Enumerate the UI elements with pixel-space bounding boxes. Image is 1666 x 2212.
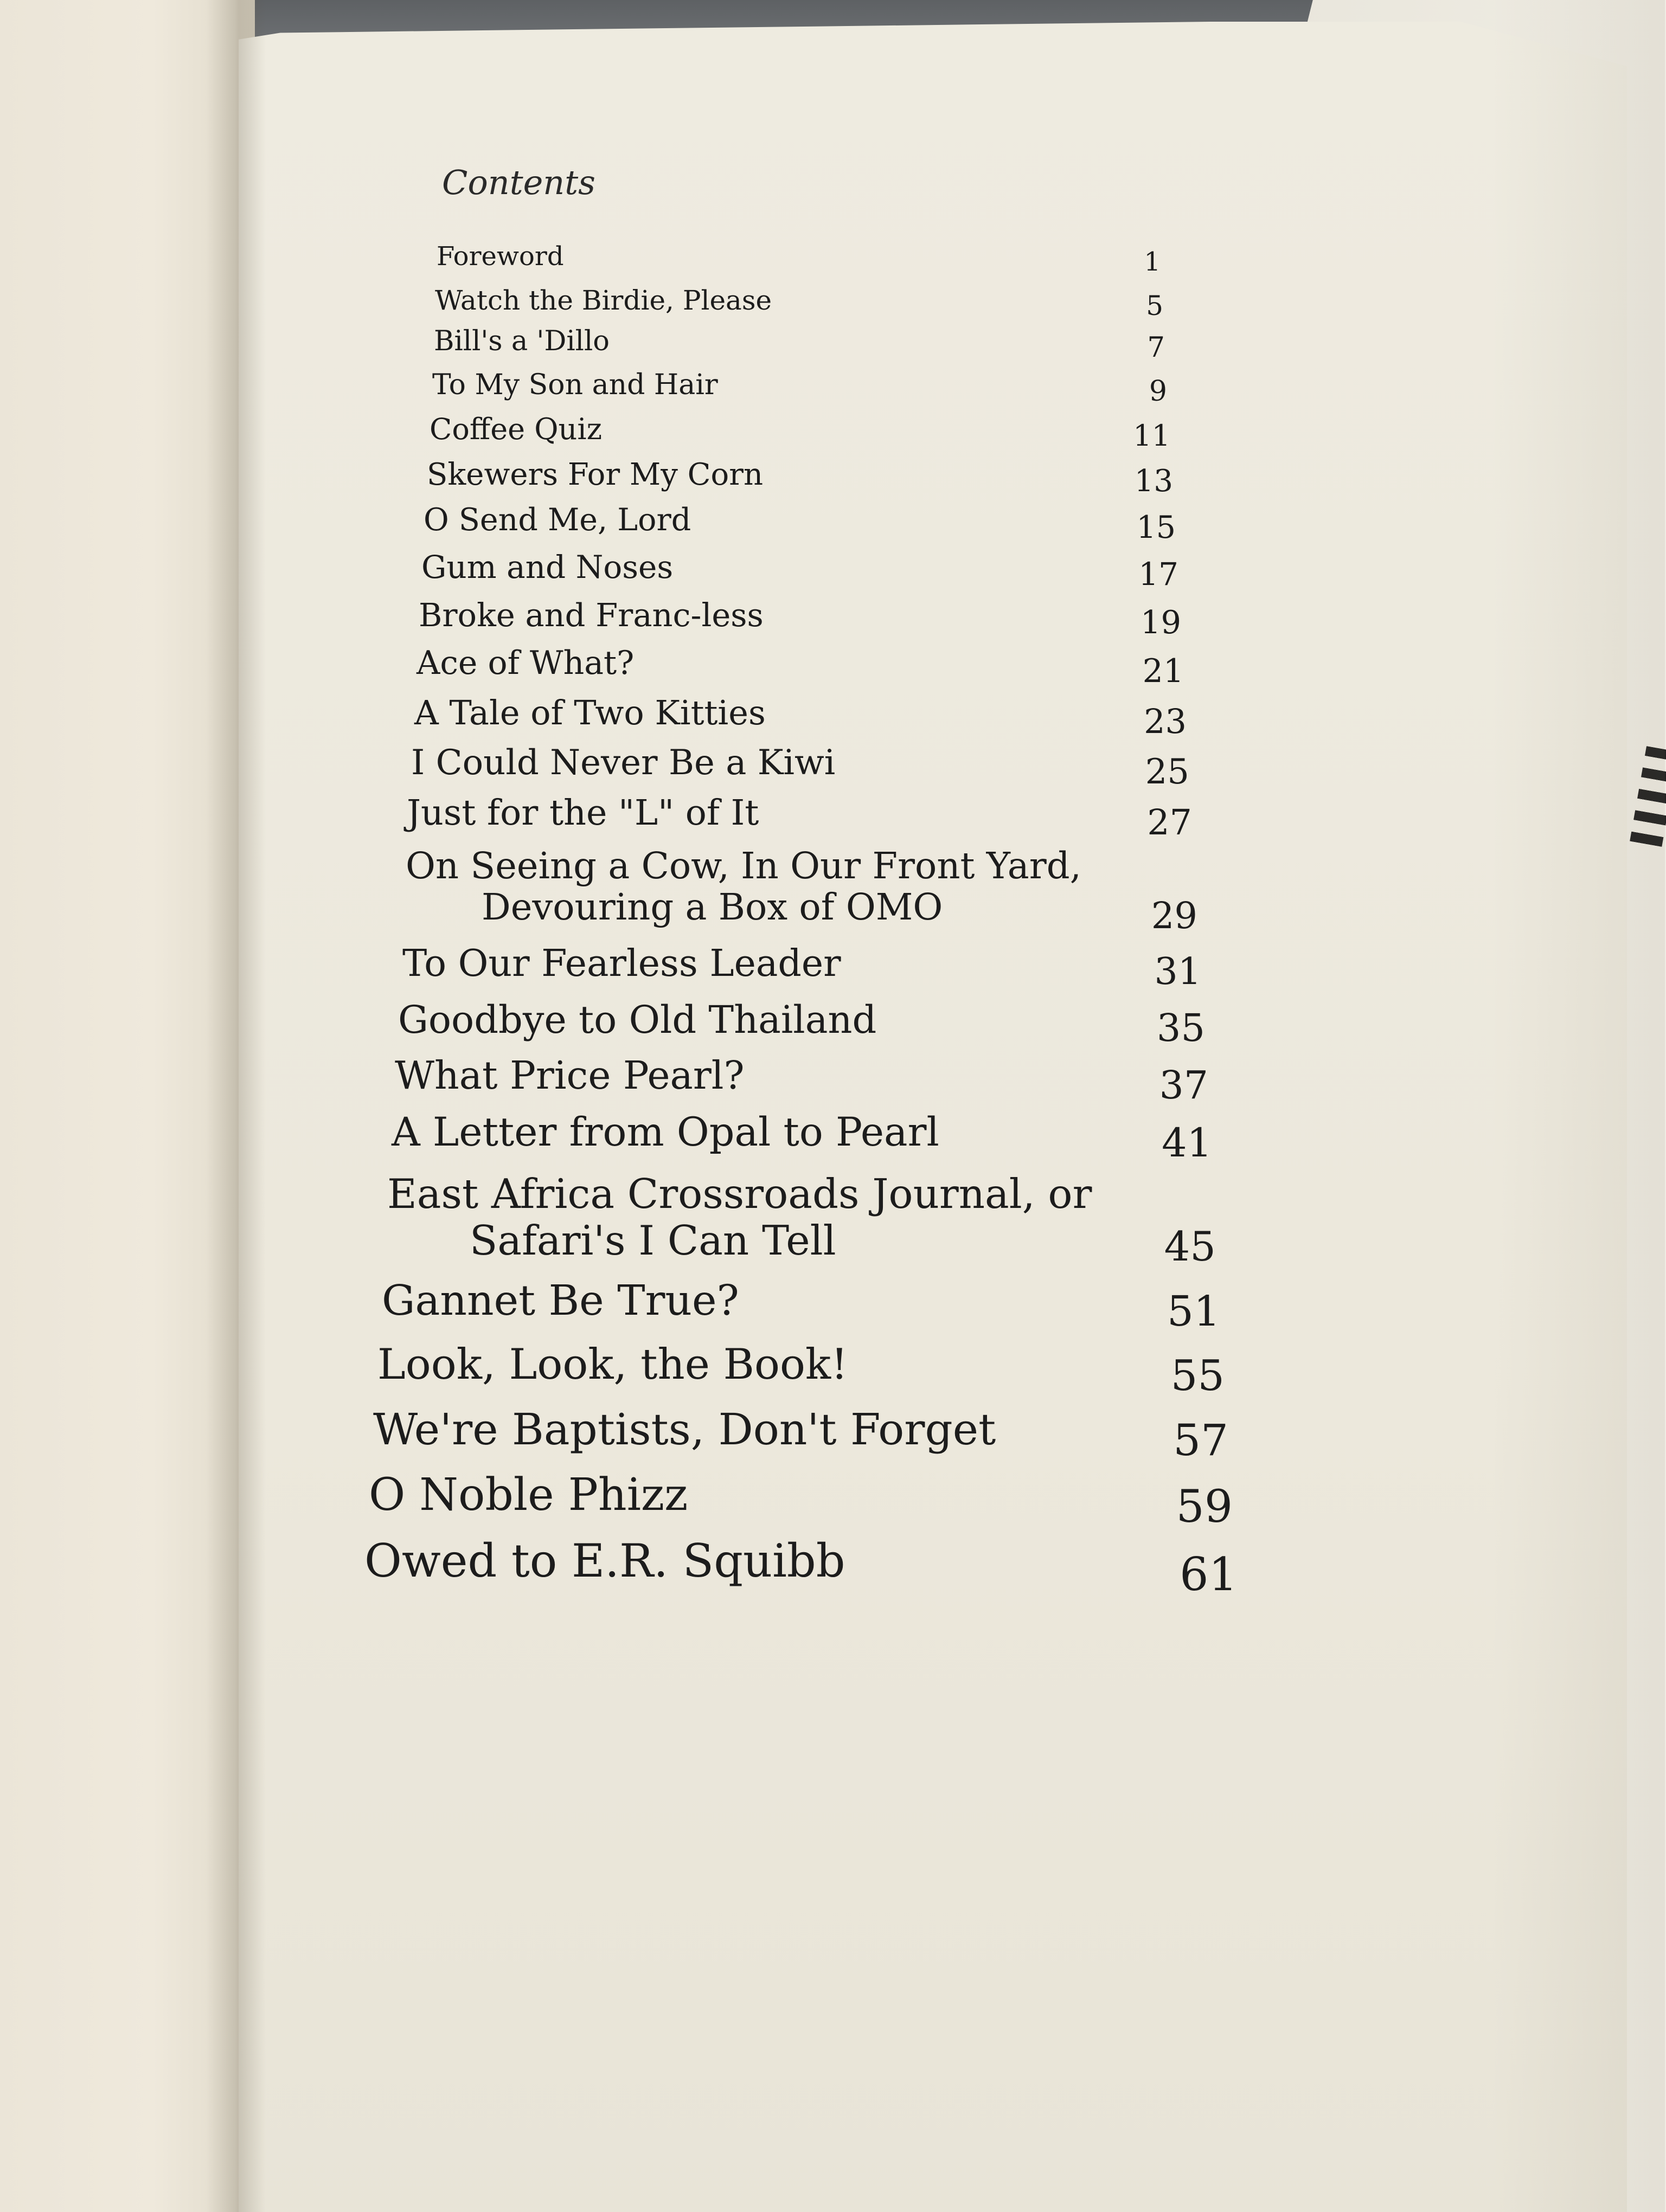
toc-entry-title-line: O Send Me, Lord (424, 502, 691, 538)
toc-entry-title (434, 325, 610, 357)
toc-entry-page: 11 (1133, 419, 1170, 453)
toc-entry-page: 29 (1151, 895, 1197, 937)
toc-entry-title (364, 1534, 845, 1587)
toc-entry-title (395, 1053, 745, 1098)
toc-entry-title (414, 693, 766, 732)
toc-entry-title-line: Devouring a Box of OMO (482, 886, 943, 928)
contents-heading: Contents (442, 163, 595, 202)
toc-entry-title-line: O Noble Phizz (369, 1469, 688, 1521)
toc-entry-title (427, 457, 763, 492)
toc-entry-title-line: Owed to E.R. Squibb (364, 1534, 845, 1587)
toc-entry-title-line: Safari's I Can Tell (470, 1217, 836, 1264)
toc-entry-title (416, 644, 634, 682)
toc-entry-title (382, 1277, 739, 1325)
toc-entry-title-line: I Could Never Be a Kiwi (411, 743, 836, 783)
toc-entry-page: 19 (1140, 603, 1181, 641)
toc-entry-title (435, 285, 772, 316)
toc-entry-page: 37 (1159, 1063, 1208, 1108)
toc-entry-title-line: Ace of What? (416, 644, 635, 682)
toc-entry-page: 25 (1145, 752, 1189, 792)
toc-entry-title-line: A Tale of Two Kitties (414, 693, 766, 732)
toc-entry-title-line: A Letter from Opal to Pearl (392, 1109, 939, 1155)
toc-entry-title (398, 998, 876, 1042)
toc-entry-title (369, 1469, 688, 1521)
toc-entry-page: 55 (1170, 1352, 1225, 1400)
toc-entry-page: 5 (1146, 290, 1163, 321)
toc-entry-page: 31 (1154, 950, 1201, 993)
toc-entry-title-line: Foreword (437, 241, 564, 272)
toc-entry-page: 61 (1180, 1548, 1238, 1601)
toc-entry-title (421, 549, 673, 586)
toc-entry-title-line: East Africa Crossroads Journal, or (387, 1170, 1092, 1218)
toc-entry-title (407, 793, 759, 833)
toc-entry-title-line: Watch the Birdie, Please (435, 285, 772, 316)
toc-entry-title-line: Gannet Be True? (382, 1277, 739, 1325)
toc-entry-title (419, 596, 764, 634)
toc-entry-page: 41 (1162, 1120, 1212, 1166)
toc-entry-title-line: We're Baptists, Don't Forget (373, 1404, 996, 1455)
toc-entry-title-line: Goodbye to Old Thailand (398, 998, 877, 1042)
toc-entry-page: 51 (1167, 1288, 1220, 1336)
toc-entry-title-line: Coffee Quiz (430, 412, 603, 446)
toc-entry-page: 15 (1136, 510, 1176, 545)
toc-entry-page: 35 (1156, 1006, 1205, 1050)
toc-entry-page: 23 (1144, 702, 1187, 741)
toc-entry-title (392, 1109, 939, 1155)
toc-entry-title-line: Broke and Franc-less (419, 596, 764, 634)
toc-entry-title (437, 241, 564, 272)
toc-entry-title-line: Look, Look, the Book! (377, 1340, 848, 1389)
toc-entry-title (406, 845, 1081, 928)
toc-entry-title (411, 743, 835, 783)
toc-entry-title-line: To My Son and Hair (432, 369, 718, 401)
toc-entry-page: 17 (1138, 556, 1178, 593)
toc-entry-page: 45 (1164, 1223, 1216, 1270)
toc-entry-page: 27 (1147, 802, 1192, 843)
toc-entry-title-line: On Seeing a Cow, In Our Front Yard, (406, 845, 1081, 887)
toc-entry-title-line: Bill's a 'Dillo (434, 325, 610, 357)
toc-entry-title (430, 412, 602, 446)
toc-entry-page: 59 (1176, 1481, 1233, 1533)
toc-entry-title-line: Gum and Noses (421, 549, 674, 586)
toc-entry-page: 21 (1142, 652, 1184, 690)
toc-entry-title (373, 1404, 996, 1455)
toc-entry-title-line: What Price Pearl? (395, 1053, 745, 1098)
toc-entry-title (424, 502, 691, 538)
toc-entry-title-line: To Our Fearless Leader (402, 942, 841, 985)
toc-entry-title-line: Skewers For My Corn (427, 457, 764, 492)
toc-entry-page: 9 (1149, 375, 1167, 408)
toc-entry-title (402, 942, 841, 985)
toc-entry-title-line: Just for the "L" of It (407, 793, 759, 833)
toc-entry-title (432, 369, 718, 401)
toc-entry-page: 7 (1147, 332, 1165, 364)
toc-entry-page: 57 (1173, 1415, 1228, 1465)
toc-entry-title (387, 1170, 1092, 1264)
toc-entry-page: 1 (1144, 247, 1161, 277)
toc-entry-title (377, 1340, 848, 1389)
toc-entry-page: 13 (1134, 464, 1173, 499)
